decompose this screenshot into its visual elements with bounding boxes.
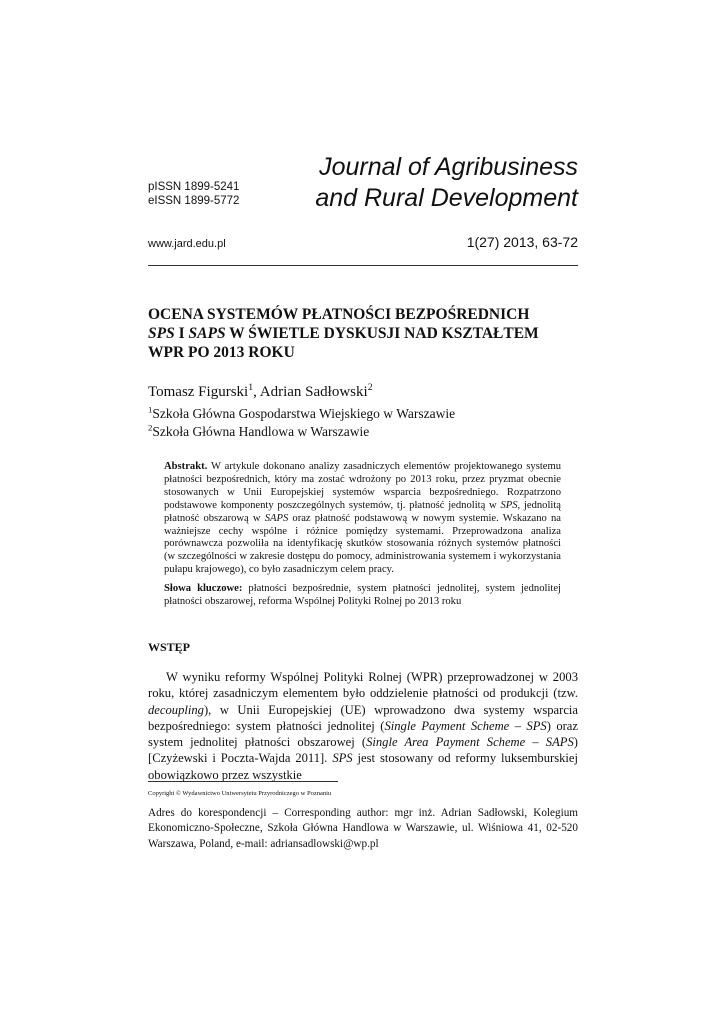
title-line3: WPR PO 2013 ROKU	[148, 344, 295, 361]
body-text-b: ), w Unii Europejskiej (UE) wprowadzono dwa systemy wsparcia bezpośredniego: system płatności jednolitej (	[148, 702, 578, 733]
journal-website[interactable]: www.jard.edu.pl	[148, 238, 226, 250]
abstract-saps: SAPS	[264, 512, 289, 524]
correspondence: Adres do korespondencji – Corresponding author: mgr inż. Adrian Sadłowski, Kolegium Ekonomiczno-Społeczne, Szkoła Główna Handlowa w Warszawie, ul. Wiśniowa 41, 02-520 Warszawa, Poland, e-mail: adriansadlowski@wp.pl	[148, 807, 578, 850]
title-i: I	[174, 325, 189, 342]
abstract-text-b: , jednolitą płatność obszarową w	[164, 499, 561, 524]
body-sps-full: Single Payment Scheme – SPS	[384, 718, 547, 733]
affiliation-1	[148, 406, 455, 422]
aff1-sup: 1	[148, 404, 153, 415]
journal-title	[315, 152, 578, 214]
body-saps-full: Single Area Payment Scheme – SAPS	[366, 735, 574, 750]
title-rest: W ŚWIETLE DYSKUSJI NAD KSZTAŁTEM	[225, 325, 539, 342]
author2-sup: 2	[367, 382, 373, 393]
body-sps: SPS	[332, 751, 353, 766]
journal-title-line2: and Rural Development	[315, 184, 578, 212]
volume-info: 1(27) 2013, 63-72	[466, 234, 578, 250]
issn-block	[148, 180, 239, 208]
authors	[148, 384, 373, 401]
aff2-sup: 2	[148, 422, 153, 433]
article-title	[148, 305, 588, 362]
abstract-text-c: oraz płatność podstawową w nowym systemie. Wskazano na ważniejsze cechy wspólne i różnice pomiędzy systemami. Przeprowadzona analiza porównawcza pozwoliła na identyfikację skutków stosowania różnych systemów płatności (w szczególności w zakresie dostępu do pomocy, administrowania systemem i wykorzystania pułapu krajowego), co było zasadniczym celem pracy.	[164, 512, 561, 576]
copyright: Copyright © Wydawnictwo Uniwersytetu Przyrodniczego w Poznaniu	[148, 790, 332, 797]
title-line2	[148, 324, 588, 343]
body-text-a: W wyniku reformy Wspólnej Polityki Rolnej (WPR) przeprowadzonej w 2003 roku, której zasadniczym elementem było oddzielenie płatności od produkcji (tzw.	[148, 670, 578, 701]
author1: Tomasz Figurski	[148, 384, 249, 400]
keywords-label: Słowa kluczowe:	[164, 583, 243, 594]
title-line1: OCENA SYSTEMÓW PŁATNOŚCI BEZPOŚREDNICH	[148, 306, 530, 323]
eissn: eISSN 1899-5772	[148, 195, 240, 207]
abstract-text-a: W artykule dokonano analizy zasadniczych elementów projektowanego systemu płatności bezpośrednich, który ma zostać wdrożony po 2013 roku, przez pryzmat obecnie stosowanych w Unii Europejskiej systemów wsparcia bezpośredniego. Rozpatrzono podstawowe komponenty poszczególnych systemów, tj. płatność jednolitą w	[164, 461, 561, 511]
title-sps: SPS	[148, 325, 175, 342]
title-saps: SAPS	[188, 325, 226, 342]
pissn: pISSN 1899-5241	[148, 181, 240, 193]
abstract-sps: SPS	[500, 499, 518, 511]
journal-title-line1: Journal of Agribusiness	[319, 153, 578, 181]
body-text-e: jest stosowany od reformy luksemburskiej obowiązkowo przez wszystkie	[148, 751, 578, 782]
abstract-label: Abstrakt.	[164, 461, 208, 472]
author1-sup: 1	[248, 382, 254, 393]
footnote-divider	[148, 781, 338, 782]
author2: Adrian Sadłowski	[259, 384, 368, 400]
author-sep: ,	[253, 384, 260, 400]
body-text-c: ) oraz system jednolitej płatności obszarowej (	[148, 718, 578, 750]
affiliation-2	[148, 424, 369, 440]
body-paragraph	[148, 669, 578, 783]
keywords	[164, 583, 561, 609]
keywords-text: płatności bezpośrednie, system płatności jednolitej, system jednolitej płatności obszarowej, reforma Wspólnej Polityki Rolnej po 2013 roku	[164, 583, 561, 607]
abstract	[164, 461, 561, 577]
aff2-text: Szkoła Główna Handlowa w Warszawie	[152, 424, 370, 439]
body-decoupling: decoupling	[148, 702, 204, 717]
aff1-text: Szkoła Główna Gospodarstwa Wiejskiego w Warszawie	[152, 406, 456, 421]
section-heading: WSTĘP	[148, 640, 191, 654]
body-text-d: ) [Czyżewski i Poczta-Wajda 2011].	[148, 735, 578, 766]
header-divider	[148, 265, 578, 266]
